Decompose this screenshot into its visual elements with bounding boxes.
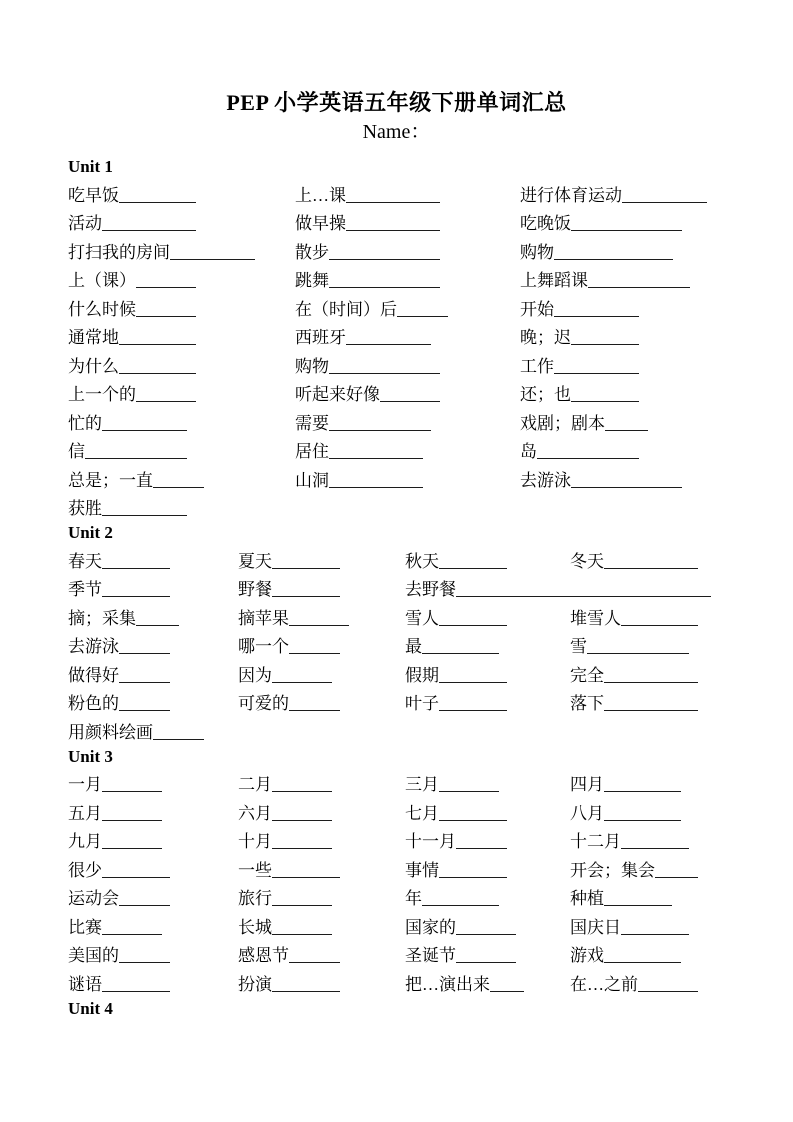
- answer-blank: [604, 567, 698, 569]
- word-label: 跳舞: [295, 271, 329, 290]
- word-item: [520, 292, 725, 321]
- answer-blank: [621, 933, 689, 935]
- word-item: [68, 715, 238, 744]
- word-item: [295, 349, 520, 378]
- answer-blank: [604, 790, 681, 792]
- word-item: [405, 910, 570, 939]
- word-item: [68, 658, 238, 687]
- answer-blank: [272, 567, 340, 569]
- word-label: 冬天: [570, 551, 604, 571]
- word-label: 还；也: [520, 385, 571, 404]
- word-label: 上舞蹈课: [520, 271, 588, 290]
- word-item: [68, 406, 295, 435]
- answer-blank: [85, 457, 187, 459]
- word-item: [68, 630, 238, 659]
- answer-blank: [102, 819, 162, 821]
- word-item: [68, 796, 238, 825]
- word-label: 叶子: [405, 694, 439, 713]
- word-item: [570, 768, 725, 797]
- answer-blank: [456, 595, 711, 597]
- word-label: 听起来好像: [295, 385, 380, 404]
- word-label: 春天: [68, 551, 102, 571]
- answer-blank: [272, 819, 332, 821]
- word-label: 开始: [520, 299, 554, 319]
- word-item: [520, 463, 725, 492]
- answer-blank: [456, 847, 507, 849]
- word-label: 通常地: [68, 328, 119, 347]
- word-label: 西班牙: [295, 328, 346, 347]
- answer-blank: [102, 933, 162, 935]
- answer-blank: [605, 429, 648, 431]
- word-label: 雪: [570, 637, 587, 656]
- word-item: [520, 406, 725, 435]
- word-label: 野餐: [238, 580, 272, 599]
- unit-heading: Unit 3: [68, 746, 113, 766]
- word-label: 去游泳: [68, 637, 119, 656]
- word-item: [238, 967, 405, 996]
- word-item: [238, 630, 405, 659]
- word-label: 落下: [570, 694, 604, 713]
- word-item: [295, 292, 520, 321]
- word-item: [68, 292, 295, 321]
- word-label: 活动: [68, 214, 102, 233]
- word-label: 旅行: [238, 889, 272, 908]
- word-item: [405, 601, 570, 630]
- answer-blank: [571, 343, 639, 345]
- word-item: [238, 825, 405, 854]
- answer-blank: [439, 709, 507, 711]
- word-item: [570, 687, 725, 716]
- word-item: [68, 939, 238, 968]
- answer-blank: [289, 709, 340, 711]
- word-item: [570, 853, 725, 882]
- word-label: 获胜: [68, 499, 102, 518]
- answer-blank: [289, 961, 340, 963]
- word-item: [570, 825, 725, 854]
- word-item: [520, 349, 725, 378]
- word-item: [68, 264, 295, 293]
- unit-section: [68, 744, 725, 996]
- answer-blank: [272, 876, 340, 878]
- name-label: Name：: [362, 121, 431, 143]
- answer-blank: [554, 372, 639, 374]
- word-label: 吃早饭: [68, 185, 119, 205]
- word-item: [570, 910, 725, 939]
- answer-blank: [638, 990, 698, 992]
- word-item: [520, 435, 725, 464]
- answer-blank: [587, 652, 689, 654]
- word-label: 岛: [520, 442, 537, 461]
- word-item: [238, 544, 405, 573]
- word-item: [570, 601, 725, 630]
- word-item: [68, 882, 238, 911]
- word-item: [238, 687, 405, 716]
- answer-blank: [571, 229, 682, 231]
- word-item: [295, 378, 520, 407]
- word-item: [68, 544, 238, 573]
- word-label: 雪人: [405, 608, 439, 628]
- word-item: [68, 910, 238, 939]
- word-label: 用颜料绘画: [68, 722, 153, 742]
- answer-blank: [439, 624, 507, 626]
- answer-blank: [621, 847, 689, 849]
- answer-blank: [170, 258, 255, 260]
- answer-blank: [136, 624, 179, 626]
- answer-blank: [604, 904, 672, 906]
- answer-blank: [136, 400, 196, 402]
- answer-blank: [272, 681, 332, 683]
- word-item: [295, 264, 520, 293]
- word-item: [570, 939, 725, 968]
- answer-blank: [655, 876, 698, 878]
- answer-blank: [422, 904, 499, 906]
- word-item: [520, 178, 725, 207]
- word-label: 很少: [68, 860, 102, 880]
- word-item: [520, 235, 725, 264]
- word-item: [570, 658, 725, 687]
- answer-blank: [621, 624, 698, 626]
- answer-blank: [604, 819, 681, 821]
- word-label: 把…演出来: [405, 974, 490, 994]
- word-item: [238, 853, 405, 882]
- word-label: 假期: [405, 665, 439, 685]
- word-item: [405, 853, 570, 882]
- word-grid: [68, 768, 725, 996]
- word-label: 戏剧；剧本: [520, 413, 605, 433]
- word-label: 散步: [295, 242, 329, 262]
- answer-blank: [119, 372, 196, 374]
- word-label: 什么时候: [68, 299, 136, 319]
- answer-blank: [456, 933, 516, 935]
- word-label: 开会；集会: [570, 860, 655, 880]
- answer-blank: [571, 486, 682, 488]
- word-item: [238, 601, 405, 630]
- word-item: [570, 796, 725, 825]
- word-label: 国庆日: [570, 917, 621, 937]
- word-label: 种植: [570, 889, 604, 908]
- answer-blank: [272, 990, 340, 992]
- word-label: 游戏: [570, 946, 604, 965]
- answer-blank: [272, 904, 332, 906]
- answer-blank: [289, 624, 349, 626]
- word-label: 七月: [405, 803, 439, 823]
- word-item: [405, 967, 570, 996]
- word-item: [68, 825, 238, 854]
- word-label: 需要: [295, 413, 329, 433]
- word-item: [295, 207, 520, 236]
- word-item: [295, 321, 520, 350]
- word-item: [295, 463, 520, 492]
- answer-blank: [329, 486, 423, 488]
- units-container: [68, 154, 725, 1020]
- word-label: 可爱的: [238, 694, 289, 713]
- answer-blank: [102, 790, 162, 792]
- answer-blank: [102, 514, 187, 516]
- word-item: [520, 378, 725, 407]
- answer-blank: [456, 961, 516, 963]
- word-label: 扮演: [238, 974, 272, 994]
- answer-blank: [346, 229, 440, 231]
- word-item: [570, 882, 725, 911]
- word-grid: [68, 544, 725, 744]
- word-item: [405, 687, 570, 716]
- word-label: 去野餐: [405, 580, 456, 599]
- word-item: [295, 235, 520, 264]
- answer-blank: [102, 990, 170, 992]
- word-label: 上一个的: [68, 385, 136, 404]
- word-label: 夏天: [238, 551, 272, 571]
- word-label: 信: [68, 442, 85, 461]
- answer-blank: [439, 790, 499, 792]
- word-label: 晚；迟: [520, 328, 571, 347]
- unit-heading: Unit 1: [68, 157, 113, 176]
- word-label: 五月: [68, 803, 102, 823]
- word-item: [238, 910, 405, 939]
- word-label: 最: [405, 637, 422, 656]
- word-item: [405, 544, 570, 573]
- word-item: [68, 601, 238, 630]
- word-item: [68, 178, 295, 207]
- answer-blank: [439, 567, 507, 569]
- word-item: [238, 768, 405, 797]
- word-item: [520, 321, 725, 350]
- answer-blank: [554, 315, 639, 317]
- word-label: 比赛: [68, 917, 102, 937]
- answer-blank: [329, 286, 440, 288]
- answer-blank: [102, 429, 187, 431]
- word-label: 忙的: [68, 413, 102, 433]
- answer-blank: [136, 315, 196, 317]
- word-label: 哪一个: [238, 637, 289, 656]
- word-label: 事情: [405, 860, 439, 880]
- word-label: 长城: [238, 917, 272, 937]
- word-label: 因为: [238, 665, 272, 685]
- word-item: [68, 573, 238, 602]
- answer-blank: [102, 847, 162, 849]
- word-item: [238, 573, 405, 602]
- word-item: [405, 796, 570, 825]
- word-label: 做早操: [295, 214, 346, 233]
- word-label: 做得好: [68, 665, 119, 685]
- word-label: 摘；采集: [68, 608, 136, 628]
- answer-blank: [622, 201, 707, 203]
- word-item: [405, 939, 570, 968]
- answer-blank: [554, 258, 673, 260]
- word-label: 上…课: [295, 185, 346, 205]
- word-item: [68, 768, 238, 797]
- word-label: 美国的: [68, 946, 119, 965]
- word-label: 完全: [570, 665, 604, 685]
- word-item: [238, 939, 405, 968]
- word-item: [405, 768, 570, 797]
- word-item: [68, 853, 238, 882]
- unit-section: [68, 154, 725, 520]
- answer-blank: [102, 595, 170, 597]
- word-item: [68, 235, 295, 264]
- answer-blank: [604, 961, 681, 963]
- answer-blank: [604, 709, 698, 711]
- word-item: [405, 825, 570, 854]
- word-label: 去游泳: [520, 470, 571, 490]
- word-item: [570, 630, 725, 659]
- answer-blank: [571, 400, 639, 402]
- word-item: [295, 435, 520, 464]
- word-label: 在…之前: [570, 974, 638, 994]
- answer-blank: [153, 486, 204, 488]
- answer-blank: [490, 990, 524, 992]
- word-item: [295, 178, 520, 207]
- word-label: 居住: [295, 442, 329, 461]
- answer-blank: [102, 876, 170, 878]
- word-label: 九月: [68, 832, 102, 851]
- word-label: 堆雪人: [570, 608, 621, 628]
- answer-blank: [272, 847, 332, 849]
- word-label: 八月: [570, 803, 604, 823]
- word-item: [520, 264, 725, 293]
- word-label: 谜语: [68, 974, 102, 994]
- word-label: 山洞: [295, 470, 329, 490]
- unit-section: [68, 996, 725, 1020]
- answer-blank: [102, 229, 196, 231]
- word-label: 为什么: [68, 356, 119, 376]
- answer-blank: [346, 201, 440, 203]
- word-item: [68, 321, 295, 350]
- word-item: [68, 207, 295, 236]
- word-item: [68, 463, 295, 492]
- answer-blank: [537, 457, 639, 459]
- answer-blank: [329, 457, 423, 459]
- unit-section: [68, 520, 725, 744]
- answer-blank: [272, 933, 332, 935]
- word-item: [405, 630, 570, 659]
- word-item: [238, 796, 405, 825]
- word-label: 打扫我的房间: [68, 242, 170, 262]
- word-label: 进行体育运动: [520, 185, 622, 205]
- answer-blank: [119, 652, 170, 654]
- answer-blank: [329, 372, 440, 374]
- word-item: [405, 573, 725, 602]
- answer-blank: [119, 681, 170, 683]
- answer-blank: [272, 595, 340, 597]
- word-label: 摘苹果: [238, 608, 289, 628]
- word-label: 十月: [238, 832, 272, 851]
- word-label: 一月: [68, 775, 102, 794]
- word-label: 年: [405, 889, 422, 908]
- word-label: 购物: [295, 356, 329, 376]
- answer-blank: [289, 652, 340, 654]
- word-label: 购物: [520, 242, 554, 262]
- answer-blank: [439, 681, 507, 683]
- answer-blank: [153, 738, 204, 740]
- word-item: [68, 435, 295, 464]
- word-grid: [68, 178, 725, 520]
- answer-blank: [119, 904, 170, 906]
- word-label: 上（课）: [68, 271, 136, 290]
- word-label: 运动会: [68, 889, 119, 908]
- word-item: [570, 544, 725, 573]
- word-label: 粉色的: [68, 694, 119, 713]
- word-item: [295, 406, 520, 435]
- word-label: 二月: [238, 775, 272, 794]
- word-label: 国家的: [405, 917, 456, 937]
- answer-blank: [397, 315, 448, 317]
- answer-blank: [604, 681, 698, 683]
- word-item: [68, 378, 295, 407]
- word-label: 吃晚饭: [520, 214, 571, 233]
- word-label: 四月: [570, 775, 604, 794]
- page-title: PEP 小学英语五年级下册单词汇总: [226, 90, 567, 115]
- word-item: [68, 349, 295, 378]
- unit-heading: Unit 4: [68, 998, 113, 1018]
- word-item: [238, 882, 405, 911]
- answer-blank: [439, 819, 507, 821]
- word-item: [520, 207, 725, 236]
- answer-blank: [346, 343, 431, 345]
- word-label: 工作: [520, 356, 554, 376]
- answer-blank: [119, 961, 170, 963]
- answer-blank: [136, 286, 196, 288]
- unit-heading: Unit 2: [68, 523, 113, 542]
- answer-blank: [439, 876, 507, 878]
- word-label: 季节: [68, 580, 102, 599]
- word-item: [68, 492, 295, 521]
- word-label: 十二月: [570, 832, 621, 851]
- answer-blank: [588, 286, 690, 288]
- answer-blank: [119, 201, 196, 203]
- word-item: [405, 658, 570, 687]
- answer-blank: [102, 567, 170, 569]
- answer-blank: [119, 343, 196, 345]
- word-item: [238, 658, 405, 687]
- answer-blank: [329, 258, 440, 260]
- word-item: [570, 967, 725, 996]
- answer-blank: [380, 400, 440, 402]
- word-label: 秋天: [405, 551, 439, 571]
- word-label: 感恩节: [238, 946, 289, 965]
- word-label: 圣诞节: [405, 946, 456, 965]
- word-label: 在（时间）后: [295, 299, 397, 319]
- answer-blank: [329, 429, 431, 431]
- word-item: [405, 882, 570, 911]
- word-label: 六月: [238, 803, 272, 823]
- answer-blank: [272, 790, 332, 792]
- word-label: 十一月: [405, 832, 456, 851]
- answer-blank: [119, 709, 170, 711]
- word-label: 三月: [405, 775, 439, 794]
- word-label: 一些: [238, 860, 272, 880]
- word-label: 总是；一直: [68, 470, 153, 490]
- word-item: [68, 967, 238, 996]
- word-item: [68, 687, 238, 716]
- answer-blank: [422, 652, 499, 654]
